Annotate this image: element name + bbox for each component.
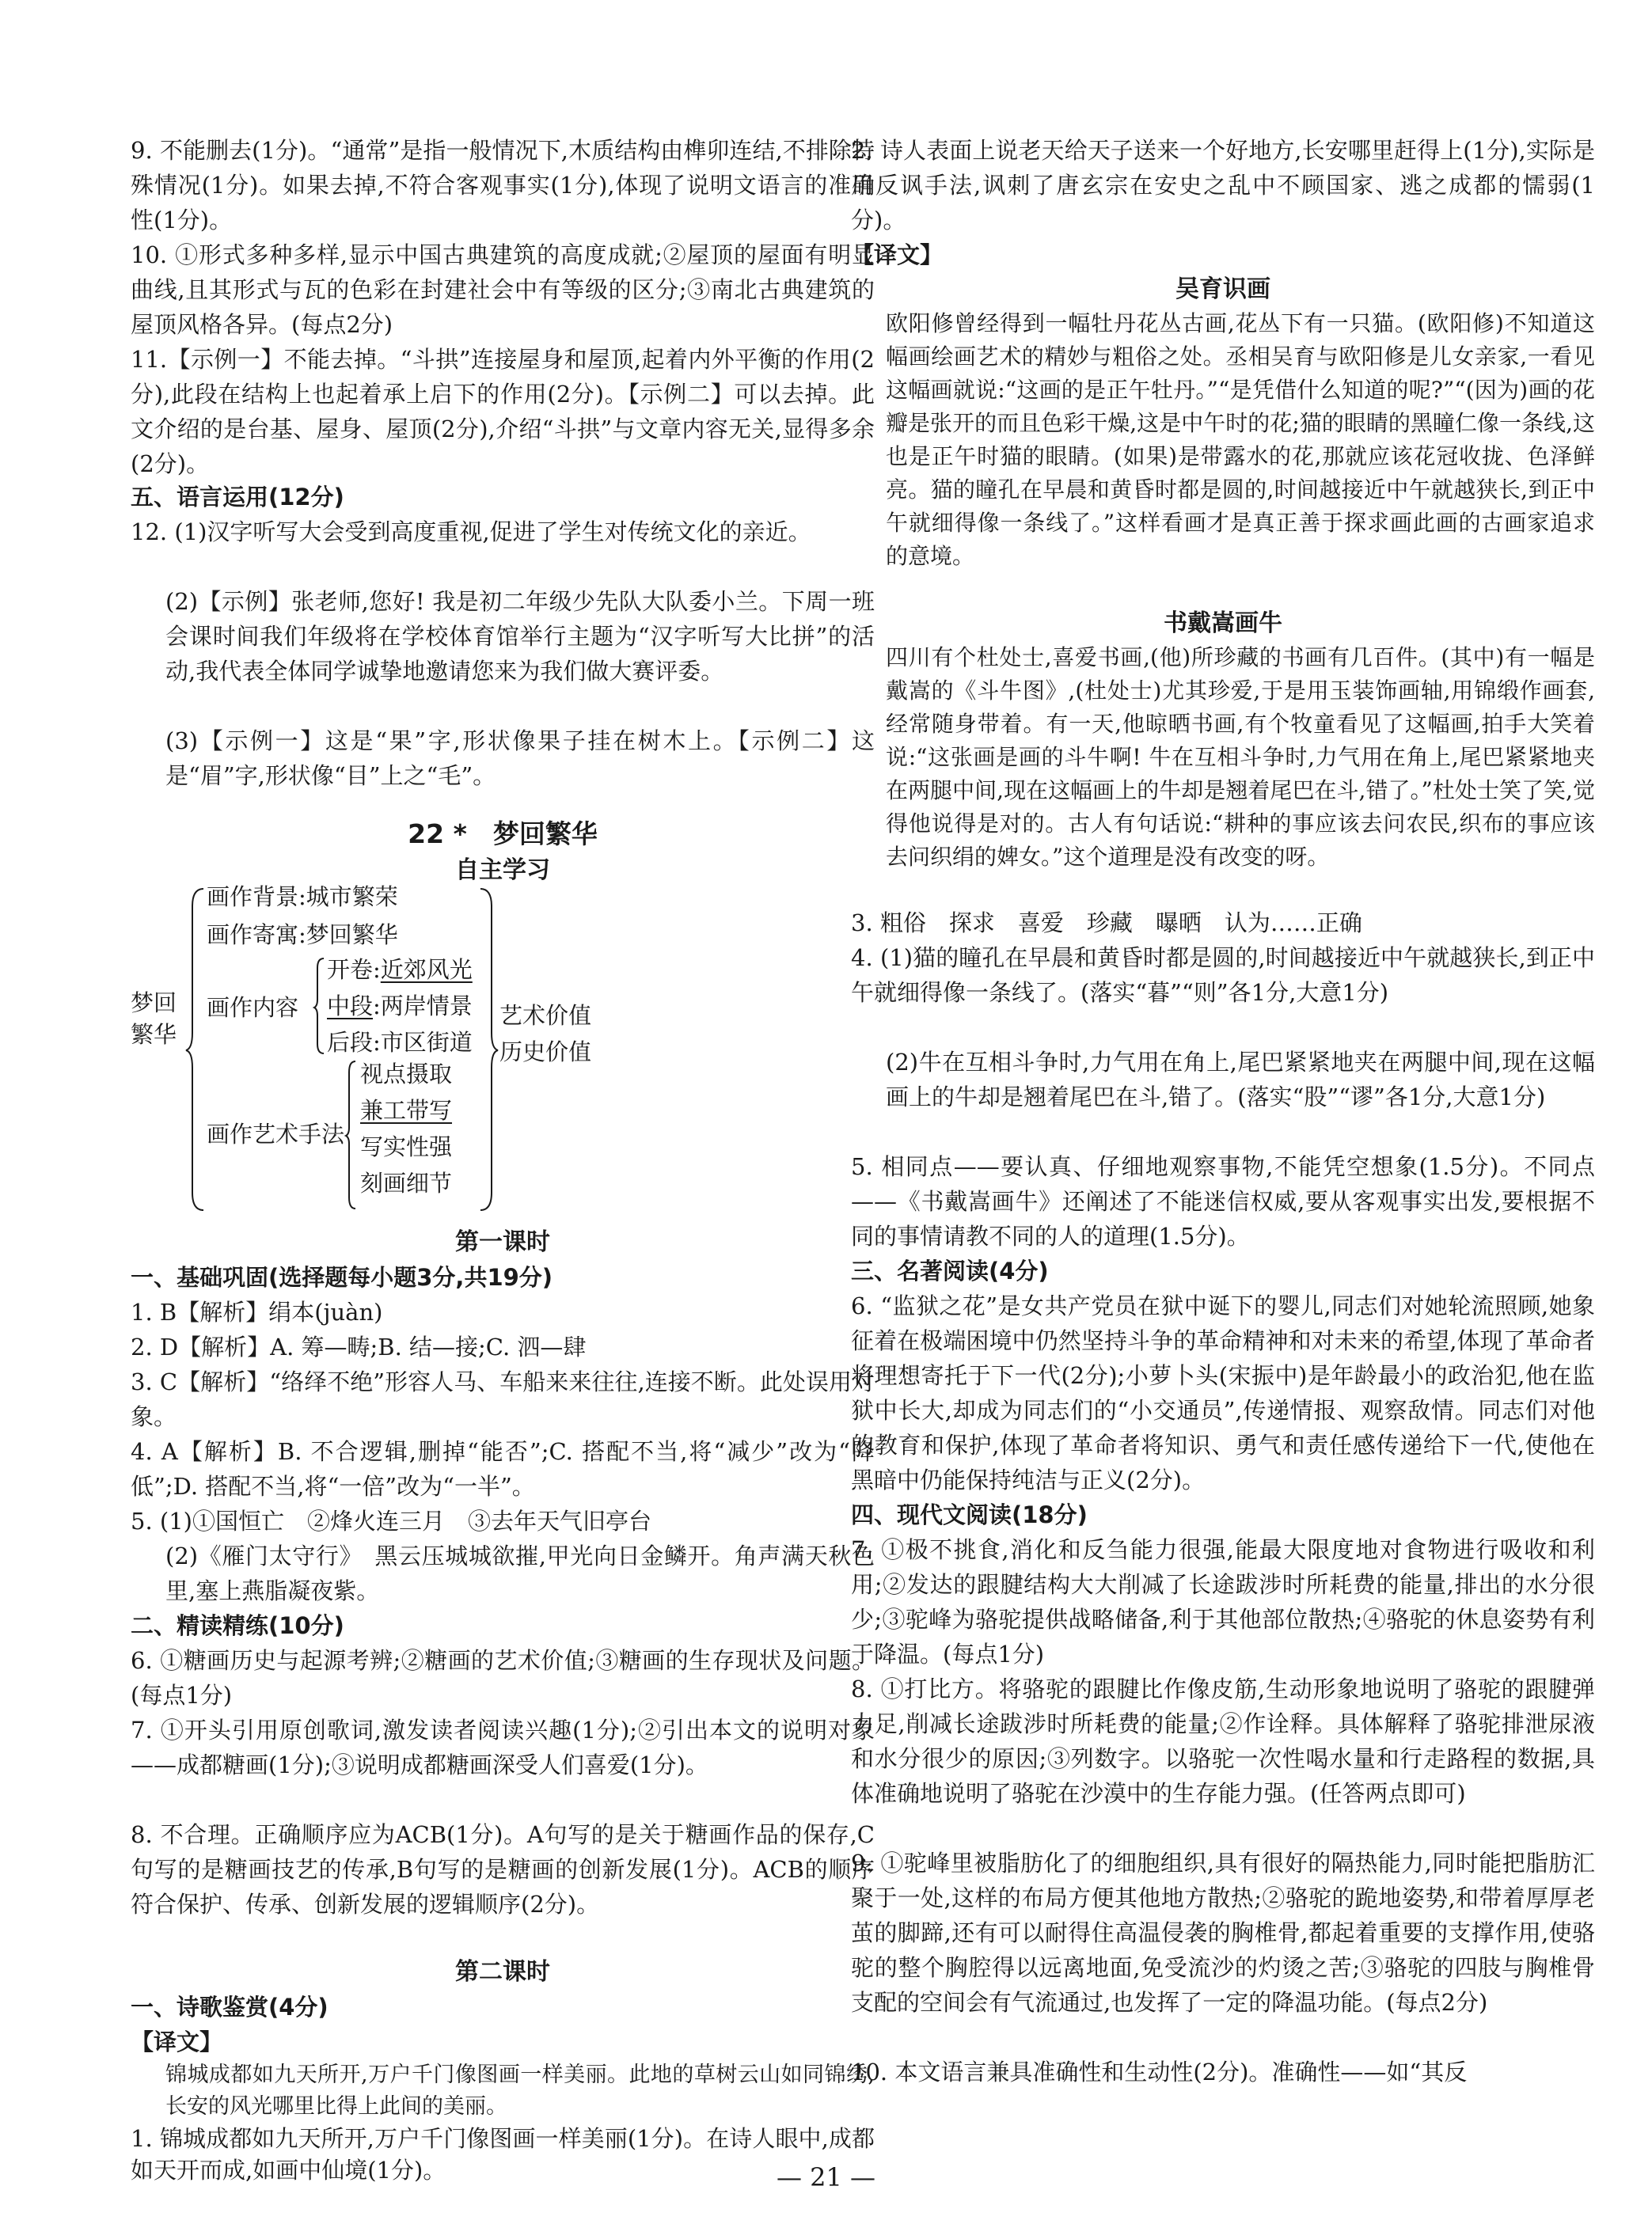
answer-b5-1: 5. (1)①国恒亡 ②烽火连三月 ③去年天气旧亭台 bbox=[131, 1508, 651, 1535]
story-2-title: 书戴嵩画牛 bbox=[1164, 609, 1282, 637]
answer-classics-6: 6. “监狱之花”是女共产党员在狱中诞下的婴儿,同志们对她轮流照顾,她象征着在极端困境中仍然坚持斗争的革命精神和对未来的希望,体现了革命者将理想寄托于下一代(2分);小萝卜头(宋振中)是年龄最小的政治犯,他在监狱中长大,却成为同志们的“小交通员”,传递情报、观察敌情。同志们对他的教育和保护,体现了革命者将知识、勇气和责任感传递给下一代,使他在黑暗中仍能保持纯洁与正义(2分)。 bbox=[851, 1292, 1595, 1493]
answer-12-3: (3)【示例一】这是“果”字,形状像果子挂在树木上。【示例二】这是“眉”字,形状像“目”上之“毛”。 bbox=[165, 727, 875, 789]
node-background: 画作背景:城市繁荣 bbox=[207, 883, 398, 910]
answer-poem-2: 2. 诗人表面上说老天给天子送来一个好地方,长安哪里赶得上(1分),实际是用反讽手法,讽刺了唐玄宗在安史之乱中不顾国家、逃之成都的懦弱(1分)。 bbox=[851, 137, 1595, 233]
mind-map bbox=[131, 882, 875, 1223]
poem-translation: 锦城成都如九天所开,万户千门像图画一样美丽。此地的草树云山如同锦绣,长安的风光哪里比得上此间的美丽。 bbox=[165, 2063, 875, 2119]
lesson-2-heading: 第二课时 bbox=[455, 1958, 550, 1986]
technique-2: 兼工带写 bbox=[360, 1097, 453, 1124]
answer-b5-2: (2)《雁门太守行》 黑云压城城欲摧,甲光向日金鳞开。角声满天秋色里,塞上燕脂凝夜紫。 bbox=[165, 1543, 875, 1604]
section-basics: 一、基础巩固(选择题每小题3分,共19分) bbox=[131, 1264, 553, 1291]
answer-modern-9: 9. ①驼峰里被脂肪化了的细胞组织,具有很好的隔热能力,同时能把脂肪汇聚于一处,这样的布局方便其他地方散热;②骆驼的跪地姿势,和带着厚厚老茧的脚蹄,还有可以耐得住高温侵袭的胸椎骨,都起着重要的支撑作用,使骆驼的整个胸腔得以远离地面,免受流沙的灼烫之苦;③骆驼的四肢与胸椎骨支配的空间会有气流通过,也发挥了一定的降温功能。(每点2分) bbox=[851, 1850, 1595, 2016]
translation-label-1: 【译文】 bbox=[131, 2029, 223, 2055]
content-part-2: 中段:两岸情景 bbox=[327, 992, 473, 1019]
value-brace bbox=[479, 882, 495, 1215]
answer-12-2: (2)【示例】张老师,您好! 我是初二年级少先队大队委小兰。下周一班会课时间我们年级将在学校体育馆举行主题为“汉字听写大比拼”的活动,我代表全体同学诚挚地邀请您来为我们做大赛评委。 bbox=[165, 588, 875, 685]
node-technique: 画作艺术手法 bbox=[207, 1121, 345, 1148]
section-classics: 三、名著阅读(4分) bbox=[851, 1258, 1049, 1285]
answer-modern-7: 7. ①极不挑食,消化和反刍能力很强,能最大限度地对食物进行吸收和利用;②发达的跟腱结构大大削减了长途跋涉时所耗费的能量,排出的水分很少;③驼峰为骆驼提供战略储备,利于其他部位散热;④骆驼的休息姿势有利于降温。(每点1分) bbox=[851, 1536, 1595, 1668]
section-modern-reading: 四、现代文阅读(18分) bbox=[851, 1501, 1088, 1528]
node-meaning: 画作寄寓:梦回繁华 bbox=[207, 921, 398, 948]
answer-b1: 1. B【解析】绢本(juàn) bbox=[131, 1299, 383, 1326]
answer-10: 10. ①形式多种多样,显示中国古典建筑的高度成就;②屋顶的屋面有明显曲线,且其形式与瓦的色彩在封建社会中有等级的区分;③南北古典建筑的屋顶风格各异。(每点2分) bbox=[131, 241, 875, 338]
self-study-heading: 自主学习 bbox=[455, 856, 550, 884]
answer-9: 9. 不能删去(1分)。“通常”是指一般情况下,木质结构由榫卯连结,不排除特殊情况(1分)。如果去掉,不符合客观事实(1分),体现了说明文语言的准确性(1分)。 bbox=[131, 137, 875, 233]
node-content: 画作内容 bbox=[207, 994, 299, 1021]
lesson-1-heading: 第一课时 bbox=[455, 1228, 550, 1256]
answer-b3: 3. C【解析】“络绎不绝”形容人马、车船来来往往,连接不断。此处误用对象。 bbox=[131, 1368, 875, 1430]
answer-b4: 4. A【解析】B. 不合逻辑,删掉“能否”;C. 搭配不当,将“减少”改为“降低”;D. 搭配不当,将“一倍”改为“一半”。 bbox=[131, 1438, 875, 1500]
answer-7: 7. ①开头引用原创歌词,激发读者阅读兴趣(1分);②引出本文的说明对象——成都糖画(1分);③说明成都糖画深受人们喜爱(1分)。 bbox=[131, 1717, 875, 1778]
answer-classical-4-2: (2)牛在互相斗争时,力气用在角上,尾巴紧紧地夹在两腿中间,现在这幅画上的牛却是翘着尾巴在斗,错了。(落实“股”“谬”各1分,大意1分) bbox=[886, 1049, 1595, 1110]
story-1-title: 吴育识画 bbox=[1175, 275, 1270, 303]
section-language-use: 五、语言运用(12分) bbox=[131, 484, 344, 510]
content-part-1: 开卷:近郊风光 bbox=[327, 956, 473, 983]
answer-classical-4-1: 4. (1)猫的瞳孔在早晨和黄昏时都是圆的,时间越接近中午就越狭长,到正中午就细得像一条线了。(落实“暮”“则”各1分,大意1分) bbox=[851, 944, 1595, 1006]
answer-6: 6. ①糖画历史与起源考辨;②糖画的艺术价值;③糖画的生存现状及问题。(每点1分) bbox=[131, 1647, 875, 1709]
section-intensive-reading: 二、精读精练(10分) bbox=[131, 1612, 344, 1639]
value-history: 历史价值 bbox=[499, 1038, 592, 1065]
value-art: 艺术价值 bbox=[499, 1002, 592, 1029]
answer-11: 11.【示例一】不能去掉。“斗拱”连接屋身和屋顶,起着内外平衡的作用(2分),此段在结构上也起着承上启下的作用(2分)。【示例二】可以去掉。此文介绍的是台基、屋身、屋顶(2分),介绍“斗拱”与文章内容无关,显得多余(2分)。 bbox=[131, 346, 875, 477]
story-2-text: 四川有个杜处士,喜爱书画,(他)所珍藏的书画有几百件。(其中)有一幅是戴嵩的《斗牛图》,(杜处士)尤其珍爱,于是用玉装饰画轴,用锦缎作画套,经常随身带着。有一天,他晾晒书画,有个牧童看见了这幅画,拍手大笑着说:“这张画是画的斗牛啊! 牛在互相斗争时,力气用在角上,尾巴紧紧地夹在两腿中间,现在这幅画上的牛却是翘着尾巴在斗,错了。”杜处士笑了笑,觉得他说得是对的。古人有句话说:“耕种的事应该去问农民,织布的事应该去问织绢的婢女。”这个道理是没有改变的呀。 bbox=[886, 644, 1595, 870]
technique-3: 写实性强 bbox=[360, 1133, 453, 1160]
content-part-3: 后段:市区街道 bbox=[327, 1029, 473, 1056]
root-brace bbox=[189, 882, 205, 1215]
page-number: — 21 — bbox=[776, 2162, 876, 2192]
translation-label-2: 【译文】 bbox=[851, 241, 944, 268]
answer-modern-10: 10. 本文语言兼具准确性和生动性(2分)。准确性——如“其反 bbox=[851, 2059, 1468, 2085]
answer-8: 8. 不合理。正确顺序应为ACB(1分)。A句写的是关于糖画作品的保存,C句写的是糖画技艺的传承,B句写的是糖画的创新发展(1分)。ACB的顺序符合保护、传承、创新发展的逻辑顺序(2分)。 bbox=[131, 1821, 875, 1918]
answer-12-1: 12. (1)汉字听写大会受到高度重视,促进了学生对传统文化的亲近。 bbox=[131, 518, 811, 545]
technique-brace bbox=[346, 1058, 357, 1213]
answer-poem-1: 1. 锦城成都如九天所开,万户千门像图画一样美丽(1分)。在诗人眼中,成都如天开而成,如画中仙境(1分)。 bbox=[131, 2125, 875, 2184]
mind-map-root: 梦回繁华 bbox=[131, 989, 177, 1048]
answer-b2: 2. D【解析】A. 筹—畴;B. 结—接;C. 泗—肆 bbox=[131, 1334, 587, 1361]
section-poetry: 一、诗歌鉴赏(4分) bbox=[131, 1994, 329, 2021]
answer-classical-5: 5. 相同点——要认真、仔细地观察事物,不能凭空想象(1.5分)。不同点——《书戴嵩画牛》还阐述了不能迷信权威,要从客观事实出发,要根据不同的事情请教不同的人的道理(1.5分)。 bbox=[851, 1153, 1595, 1250]
answer-modern-8: 8. ①打比方。将骆驼的跟腱比作像皮筋,生动形象地说明了骆驼的跟腱弹力足,削减长途跋涉时所耗费的能量;②作诠释。具体解释了骆驼排泄尿液和水分很少的原因;③列数字。以骆驼一次性喝水量和行走路程的数据,具体准确地说明了骆驼在沙漠中的生存能力强。(任答两点即可) bbox=[851, 1676, 1595, 1807]
technique-4: 刻画细节 bbox=[360, 1170, 453, 1197]
content-brace bbox=[314, 955, 325, 1058]
answer-classical-3: 3. 粗俗 探求 喜爱 珍藏 曝晒 认为……正确 bbox=[851, 909, 1362, 936]
technique-1: 视点摄取 bbox=[360, 1061, 453, 1087]
chapter-title: 22 * 梦回繁华 bbox=[408, 818, 598, 849]
story-1-text: 欧阳修曾经得到一幅牡丹花丛古画,花丛下有一只猫。(欧阳修)不知道这幅画绘画艺术的精妙与粗俗之处。丞相吴育与欧阳修是儿女亲家,一看见这幅画就说:“这画的是正午牡丹。”“是凭借什么知道的呢?”“(因为)画的花瓣是张开的而且色彩干燥,这是中午时的花;猫的眼睛的黑瞳仁像一条线,这也是正午时猫的眼睛。(如果)是带露水的花,那就应该花冠收拢、色泽鲜亮。猫的瞳孔在早晨和黄昏时都是圆的,时间越接近中午就越狭长,到正中午就细得像一条线了。”这样看画才是真正善于探求画此画的古画家追求的意境。 bbox=[886, 310, 1595, 569]
